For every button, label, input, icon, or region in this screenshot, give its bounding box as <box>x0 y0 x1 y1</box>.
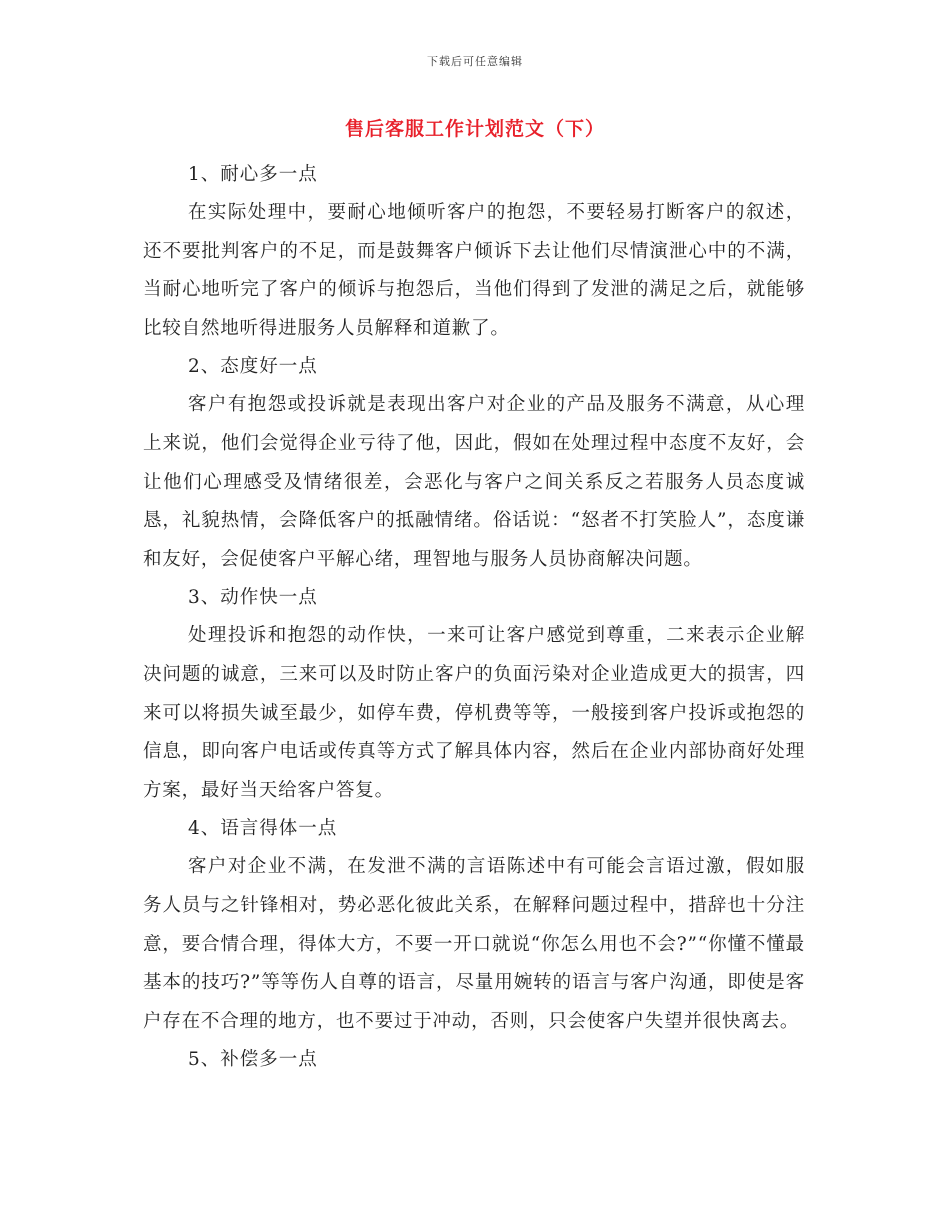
section-paragraph: 客户有抱怨或投诉就是表现出客户对企业的产品及服务不满意，从心理上来说，他们会觉得企业亏待了他，因此，假如在处理过程中态度不友好，会让他们心理感受及情绪很差，会恶化与客户之间关系反之若服务人员态度诚恳，礼貌热情，会降低客户的抵融情绪。俗话说：“怒者不打笑脸人”，态度谦和友好，会促使客户平解心绪，理智地与服务人员协商解决问题。 <box>143 394 805 570</box>
section-heading: 2、态度好一点 <box>188 356 318 378</box>
section-heading: 3、动作快一点 <box>188 587 318 609</box>
section-paragraph: 处理投诉和抱怨的动作快，一来可让客户感觉到尊重，二来表示企业解决问题的诚意，三来可以及时防止客户的负面污染对企业造成更大的损害，四来可以将损失诚至最少，如停车费，停机费等等，一般接到客户投诉或抱怨的信息，即向客户电话或传真等方式了解具体内容，然后在企业内部协商好处理方案，最好当天给客户答复。 <box>143 625 805 801</box>
section-paragraph: 在实际处理中，要耐心地倾听客户的抱怨，不要轻易打断客户的叙述，还不要批判客户的不足，而是鼓舞客户倾诉下去让他们尽情演泄心中的不满，当耐心地听完了客户的倾诉与抱怨后，当他们得到了发泄的满足之后，就能够比较自然地听得进服务人员解释和道歉了。 <box>143 202 805 339</box>
document-title: 售后客服工作计划范文（下） <box>344 118 605 140</box>
section-heading: 1、耐心多一点 <box>188 164 318 185</box>
section-heading: 4、语言得体一点 <box>188 818 338 840</box>
section-paragraph: 客户对企业不满，在发泄不满的言语陈述中有可能会言语过激，假如服务人员与之针锋相对，势必恶化彼此关系，在解释问题过程中，措辞也十分注意，要合情合理，得体大方，不要一开口就说“你怎么用也不会?”“你懂不懂最基本的技巧?”等等伤人自尊的语言，尽量用婉转的语言与客户沟通，即使是客户存在不合理的地方，也不要过于冲动，否则，只会使客户失望并很快离去。 <box>143 856 805 1032</box>
page-header-note: 下载后可任意编辑 <box>427 55 523 68</box>
document-body <box>143 156 805 1079</box>
section-heading: 5、补偿多一点 <box>188 1049 318 1071</box>
